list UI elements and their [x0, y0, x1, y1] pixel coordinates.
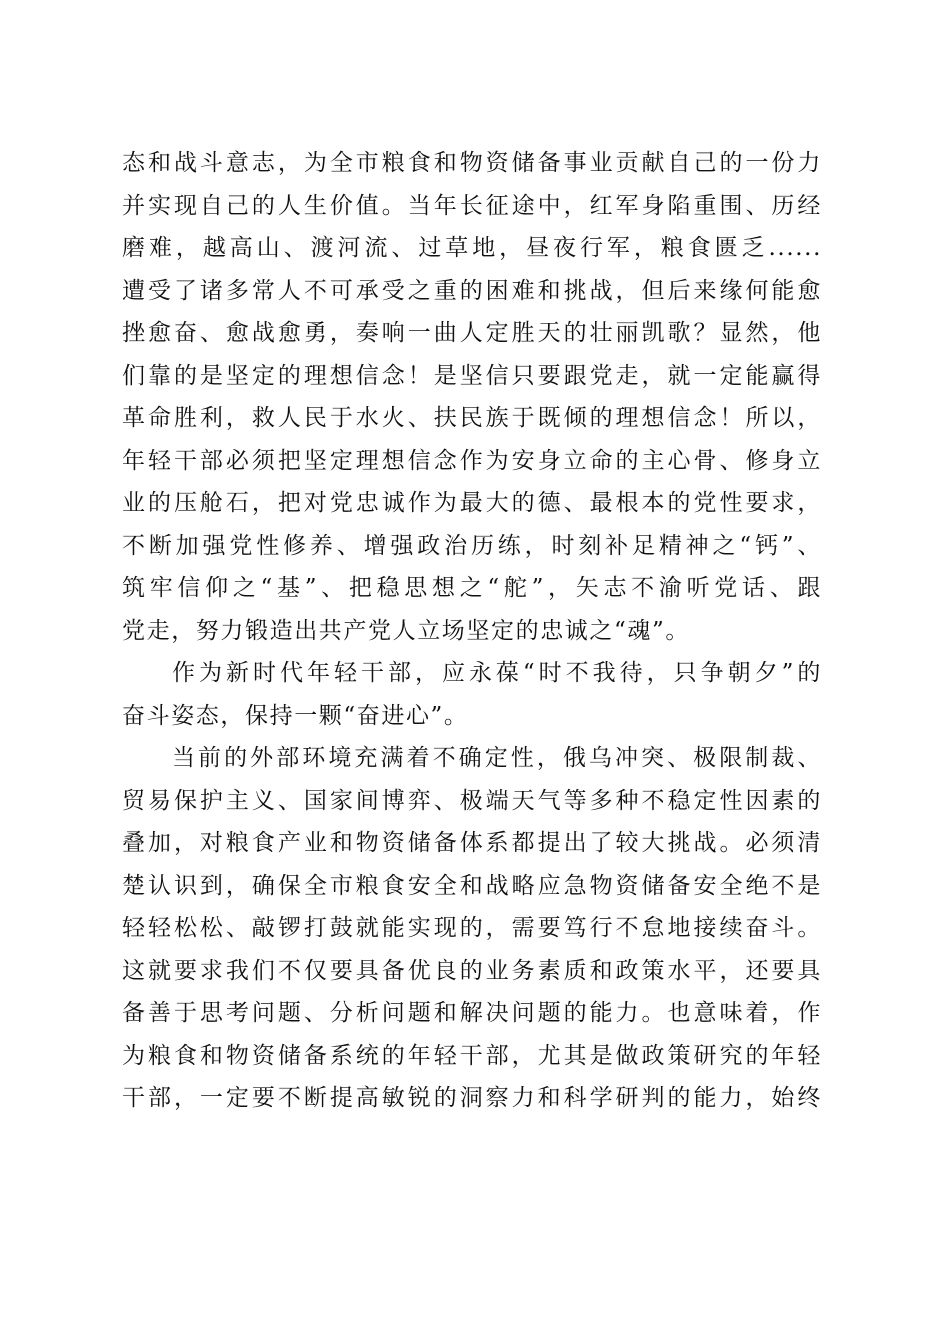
text-line: 并实现自己的人生价值。当年长征途中，红军身陷重围、历经 — [122, 192, 822, 219]
paragraph — [122, 652, 822, 737]
text-line: 遭受了诸多常人不可承受之重的困难和挑战，但后来缘何能愈 — [122, 277, 822, 304]
text-line: 党走，努力锻造出共产党人立场坚定的忠诚之“魂”。 — [122, 617, 690, 644]
text-line: 干部，一定要不断提高敏锐的洞察力和科学研判的能力，始终 — [122, 1085, 822, 1111]
paragraph — [122, 142, 822, 652]
text-line: 当前的外部环境充满着不确定性，俄乌冲突、极限制裁、 — [172, 745, 822, 771]
text-line: 年轻干部必须把坚定理想信念作为安身立命的主心骨、修身立 — [122, 447, 822, 474]
text-line: 挫愈奋、愈战愈勇，奏响一曲人定胜天的壮丽凯歌？显然，他 — [122, 320, 822, 346]
text-line: 作为新时代年轻干部，应永葆“时不我待，只争朝夕”的 — [172, 660, 822, 686]
text-line: 不断加强党性修养、增强政治历练，时刻补足精神之“钙”、 — [122, 532, 822, 559]
text-line: 叠加，对粮食产业和物资储备体系都提出了较大挑战。必须清 — [122, 830, 822, 856]
text-line: 们靠的是坚定的理想信念！是坚信只要跟党走，就一定能赢得 — [122, 362, 822, 389]
text-line: 筑牢信仰之“基”、把稳思想之“舵”，矢志不渝听党话、跟 — [122, 575, 822, 601]
text-line: 楚认识到，确保全市粮食安全和战略应急物资储备安全绝不是 — [122, 872, 822, 899]
paragraph — [122, 737, 822, 1120]
text-line: 革命胜利，救人民于水火、扶民族于既倾的理想信念！所以， — [122, 405, 822, 431]
text-line: 为粮食和物资储备系统的年轻干部，尤其是做政策研究的年轻 — [122, 1042, 822, 1069]
body-text — [122, 142, 822, 1120]
text-line: 贸易保护主义、国家间博弈、极端天气等多种不稳定性因素的 — [122, 787, 822, 814]
text-line: 这就要求我们不仅要具备优良的业务素质和政策水平，还要具 — [122, 957, 822, 984]
text-line: 备善于思考问题、分析问题和解决问题的能力。也意味着，作 — [122, 1000, 822, 1026]
text-line: 磨难，越高山、渡河流、过草地，昼夜行军，粮食匮乏...... — [122, 235, 822, 261]
text-line: 奋斗姿态，保持一颗“奋进心”。 — [122, 702, 469, 729]
text-line: 态和战斗意志，为全市粮食和物资储备事业贡献自己的一份力 — [122, 150, 822, 176]
text-line: 轻轻松松、敲锣打鼓就能实现的，需要笃行不怠地接续奋斗。 — [122, 915, 822, 941]
text-line: 业的压舱石，把对党忠诚作为最大的德、最根本的党性要求， — [122, 490, 822, 516]
